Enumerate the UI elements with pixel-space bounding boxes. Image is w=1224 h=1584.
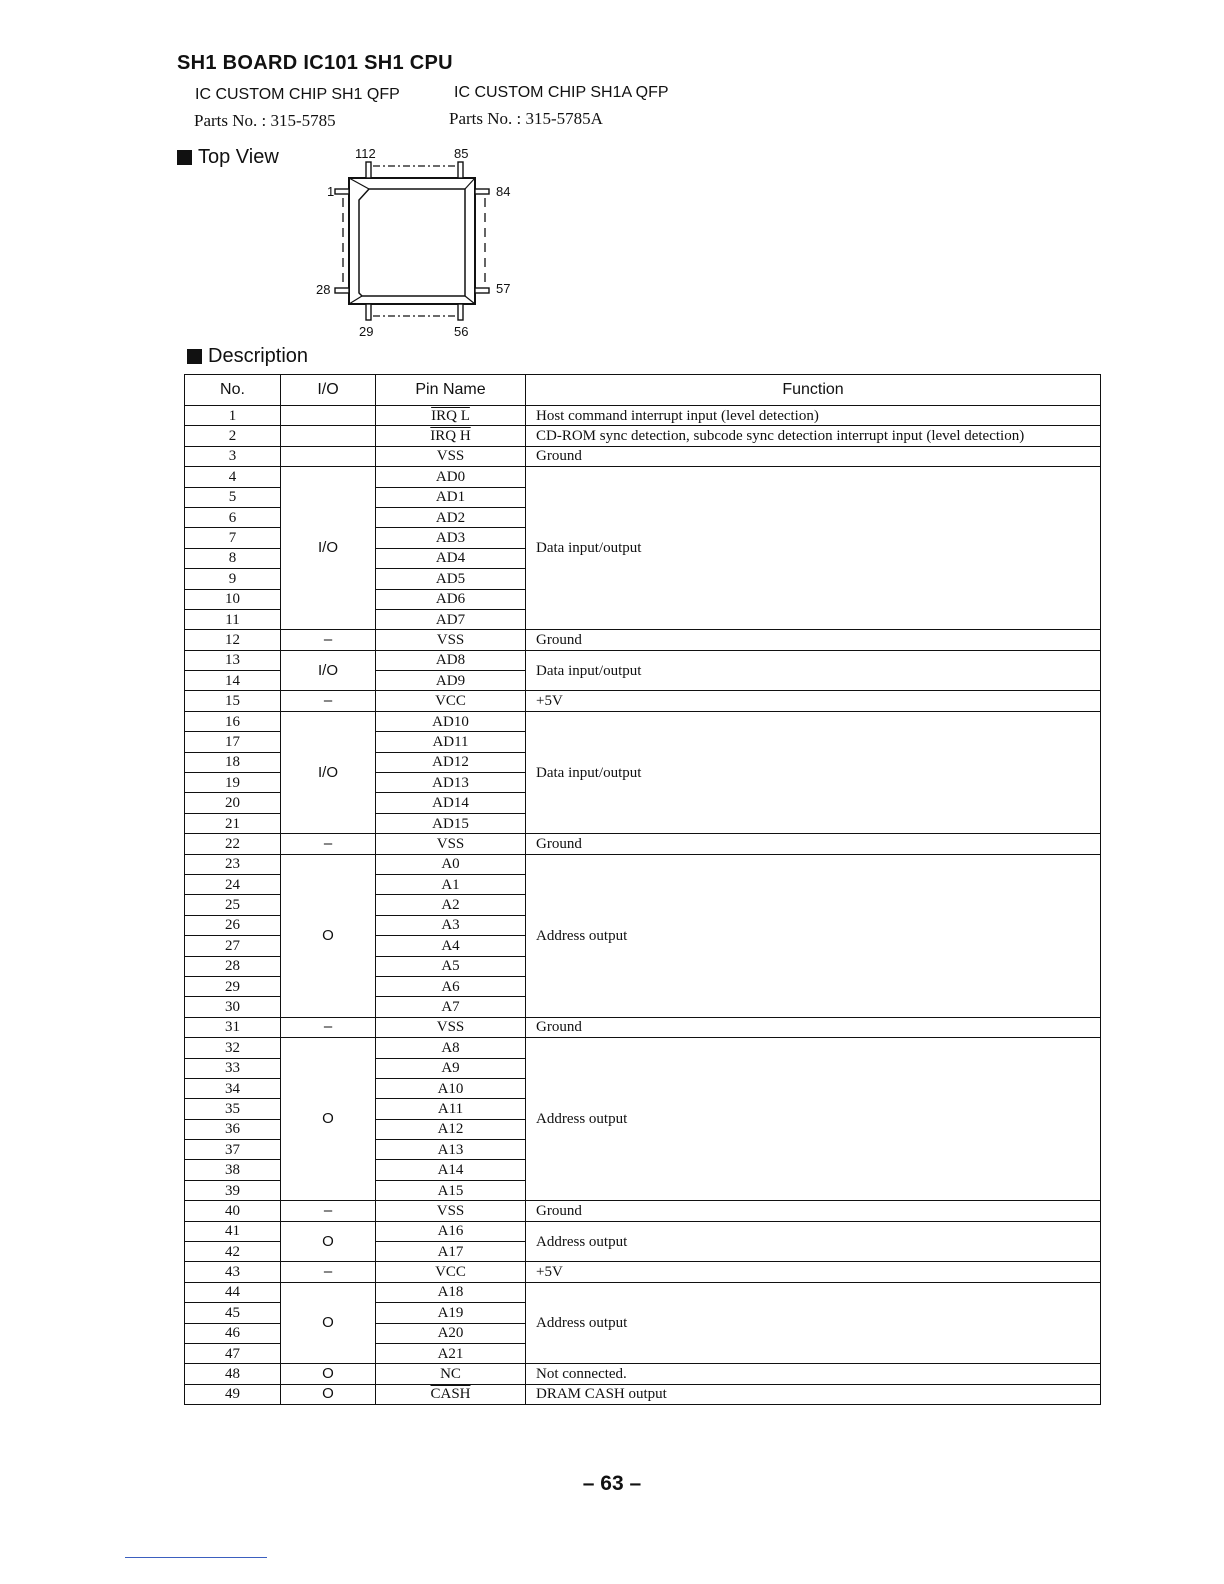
pin-number: 7 (185, 528, 281, 548)
pin-name: A5 (376, 956, 526, 976)
square-bullet-icon (187, 349, 202, 364)
pin-name: A16 (376, 1221, 526, 1241)
pin-number: 2 (185, 426, 281, 446)
pin-name: AD14 (376, 793, 526, 813)
pin-name: A0 (376, 854, 526, 874)
pin-name: A6 (376, 976, 526, 996)
pin-name: AD10 (376, 711, 526, 731)
table-row (185, 1282, 1101, 1302)
table-row (185, 630, 1101, 650)
pin-number: 35 (185, 1099, 281, 1119)
pin-number: 34 (185, 1078, 281, 1098)
pin-number: 13 (185, 650, 281, 670)
pin-io (281, 406, 376, 426)
pin-io (281, 446, 376, 466)
pin-name: AD6 (376, 589, 526, 609)
table-row (185, 711, 1101, 731)
pin-label-84: 84 (496, 184, 511, 199)
pin-number: 4 (185, 467, 281, 487)
pin-name: AD8 (376, 650, 526, 670)
pin-io: O (281, 1384, 376, 1404)
pin-number: 18 (185, 752, 281, 772)
header-pin-name: Pin Name (376, 375, 526, 406)
pin-io: – (281, 834, 376, 854)
footer-rule (125, 1557, 267, 1558)
pin-name: A15 (376, 1180, 526, 1200)
table-row (185, 467, 1101, 487)
pin-name: AD15 (376, 813, 526, 833)
pin-label-1: 1 (327, 184, 335, 199)
header-function: Function (526, 375, 1101, 406)
top-view-label: Top View (198, 146, 279, 168)
description-heading (187, 345, 308, 368)
pin-number: 3 (185, 446, 281, 466)
table-row (185, 1364, 1101, 1384)
pin-label-112: 112 (355, 146, 376, 161)
pin-function: Ground (526, 1201, 1101, 1221)
table-row (185, 426, 1101, 446)
chip-name-sh1a: IC CUSTOM CHIP SH1A QFP (454, 84, 669, 101)
pin-name: A4 (376, 936, 526, 956)
pin-name: A17 (376, 1242, 526, 1262)
pin-label-57: 57 (496, 281, 511, 296)
pin-io: – (281, 691, 376, 711)
pin-name: AD11 (376, 732, 526, 752)
pin-number: 20 (185, 793, 281, 813)
top-view-heading (177, 146, 279, 169)
pin-name: VSS (376, 1201, 526, 1221)
pin-function: CD-ROM sync detection, subcode sync detection interrupt input (level detection) (526, 426, 1101, 446)
pin-function: Ground (526, 834, 1101, 854)
description-label: Description (208, 345, 309, 367)
pin-name: CASH (376, 1384, 526, 1404)
pin-function: Address output (526, 1221, 1101, 1262)
table-row (185, 1201, 1101, 1221)
square-bullet-icon (177, 150, 192, 165)
chip-name-sh1: IC CUSTOM CHIP SH1 QFP (195, 86, 400, 103)
pin-number: 40 (185, 1201, 281, 1221)
pin-io: O (281, 1364, 376, 1384)
pin-function: +5V (526, 1262, 1101, 1282)
pin-number: 32 (185, 1038, 281, 1058)
pin-number: 10 (185, 589, 281, 609)
pin-io: I/O (281, 650, 376, 691)
pin-number: 1 (185, 406, 281, 426)
pin-function: Data input/output (526, 650, 1101, 691)
table-row (185, 1038, 1101, 1058)
pin-name: A10 (376, 1078, 526, 1098)
pin-label-85: 85 (454, 146, 469, 161)
table-row (185, 691, 1101, 711)
pin-description-table (184, 374, 1101, 1405)
pin-function: Data input/output (526, 467, 1101, 630)
pin-number: 36 (185, 1119, 281, 1139)
pin-name: AD4 (376, 548, 526, 568)
table-row (185, 406, 1101, 426)
pin-name: VSS (376, 834, 526, 854)
pin-function: Address output (526, 854, 1101, 1017)
pin-name: A14 (376, 1160, 526, 1180)
pin-name: VCC (376, 1262, 526, 1282)
pin-io: O (281, 1282, 376, 1364)
pin-name: A2 (376, 895, 526, 915)
pin-number: 37 (185, 1140, 281, 1160)
header-no: No. (185, 375, 281, 406)
pin-number: 30 (185, 997, 281, 1017)
pin-number: 49 (185, 1384, 281, 1404)
pin-number: 17 (185, 732, 281, 752)
pin-name: VSS (376, 630, 526, 650)
pin-number: 22 (185, 834, 281, 854)
pin-name: VSS (376, 446, 526, 466)
pin-io: – (281, 1262, 376, 1282)
pin-io: – (281, 1201, 376, 1221)
pin-name: AD3 (376, 528, 526, 548)
pin-number: 28 (185, 956, 281, 976)
pin-io: I/O (281, 467, 376, 630)
chip-body (349, 178, 475, 304)
table-header-row (185, 375, 1101, 406)
pin-number: 15 (185, 691, 281, 711)
parts-number-sh1: Parts No. : 315-5785 (194, 111, 336, 130)
pin-number: 16 (185, 711, 281, 731)
pin-function: Address output (526, 1282, 1101, 1364)
qfp-top-view-diagram (305, 140, 545, 350)
page-title: SH1 BOARD IC101 SH1 CPU (177, 52, 453, 74)
pin-name: VCC (376, 691, 526, 711)
pin-name: AD12 (376, 752, 526, 772)
pin-io (281, 426, 376, 446)
pin-name: NC (376, 1364, 526, 1384)
pin-number: 45 (185, 1303, 281, 1323)
pin-number: 6 (185, 507, 281, 527)
table-row (185, 834, 1101, 854)
pin-number: 31 (185, 1017, 281, 1037)
pin-number: 44 (185, 1282, 281, 1302)
pin-name: A11 (376, 1099, 526, 1119)
pin-function: Ground (526, 446, 1101, 466)
pin-function: Address output (526, 1038, 1101, 1201)
pin-function: DRAM CASH output (526, 1384, 1101, 1404)
pin-number: 12 (185, 630, 281, 650)
pin-number: 9 (185, 569, 281, 589)
pin-number: 19 (185, 773, 281, 793)
pin-number: 25 (185, 895, 281, 915)
pin-name: VSS (376, 1017, 526, 1037)
pin-name: A18 (376, 1282, 526, 1302)
page-number: – 63 – (582, 1472, 642, 1495)
pin-name: AD5 (376, 569, 526, 589)
pin-name: A7 (376, 997, 526, 1017)
table-row (185, 1384, 1101, 1404)
pin-number: 21 (185, 813, 281, 833)
pin-name: A9 (376, 1058, 526, 1078)
pin-number: 8 (185, 548, 281, 568)
pin-number: 39 (185, 1180, 281, 1200)
header-io: I/O (281, 375, 376, 406)
pin-number: 33 (185, 1058, 281, 1078)
pin-number: 14 (185, 671, 281, 691)
pin-number: 27 (185, 936, 281, 956)
pin-name: A1 (376, 874, 526, 894)
pin-function: Host command interrupt input (level detection) (526, 406, 1101, 426)
pin-name: IRQ L (376, 406, 526, 426)
table-row (185, 854, 1101, 874)
pin-name: A8 (376, 1038, 526, 1058)
pin-io: O (281, 1038, 376, 1201)
table-row (185, 446, 1101, 466)
pin-label-29: 29 (359, 324, 374, 339)
pin-name: A21 (376, 1343, 526, 1363)
pin-name: AD1 (376, 487, 526, 507)
pin-number: 47 (185, 1343, 281, 1363)
pin-name: AD0 (376, 467, 526, 487)
pin-name: A3 (376, 915, 526, 935)
pin-function: Data input/output (526, 711, 1101, 833)
pin-number: 46 (185, 1323, 281, 1343)
pin-number: 24 (185, 874, 281, 894)
pin-name: A19 (376, 1303, 526, 1323)
pin-name: A13 (376, 1140, 526, 1160)
pin-number: 38 (185, 1160, 281, 1180)
pin-name: A12 (376, 1119, 526, 1139)
pin-io: I/O (281, 711, 376, 833)
pin-io: – (281, 1017, 376, 1037)
pin-io: – (281, 630, 376, 650)
pin-number: 42 (185, 1242, 281, 1262)
table-row (185, 1017, 1101, 1037)
pin-function: +5V (526, 691, 1101, 711)
pin-name: AD2 (376, 507, 526, 527)
pin-name: AD7 (376, 609, 526, 629)
pin-label-56: 56 (454, 324, 469, 339)
pin-label-28: 28 (316, 282, 331, 297)
pin-number: 26 (185, 915, 281, 935)
pin-number: 43 (185, 1262, 281, 1282)
pin-function: Ground (526, 630, 1101, 650)
table-row (185, 1262, 1101, 1282)
table-body (185, 406, 1101, 1405)
pin-number: 23 (185, 854, 281, 874)
table-row (185, 650, 1101, 670)
pin-io: O (281, 1221, 376, 1262)
pin-number: 11 (185, 609, 281, 629)
pin-io: O (281, 854, 376, 1017)
pin-name: AD13 (376, 773, 526, 793)
pin-name: AD9 (376, 671, 526, 691)
pin-number: 29 (185, 976, 281, 996)
pin-number: 5 (185, 487, 281, 507)
parts-number-sh1a: Parts No. : 315-5785A (449, 109, 603, 128)
pin-function: Ground (526, 1017, 1101, 1037)
pin-number: 41 (185, 1221, 281, 1241)
pin-name: IRQ H (376, 426, 526, 446)
pin-function: Not connected. (526, 1364, 1101, 1384)
pin-name: A20 (376, 1323, 526, 1343)
pin-number: 48 (185, 1364, 281, 1384)
table-row (185, 1221, 1101, 1241)
